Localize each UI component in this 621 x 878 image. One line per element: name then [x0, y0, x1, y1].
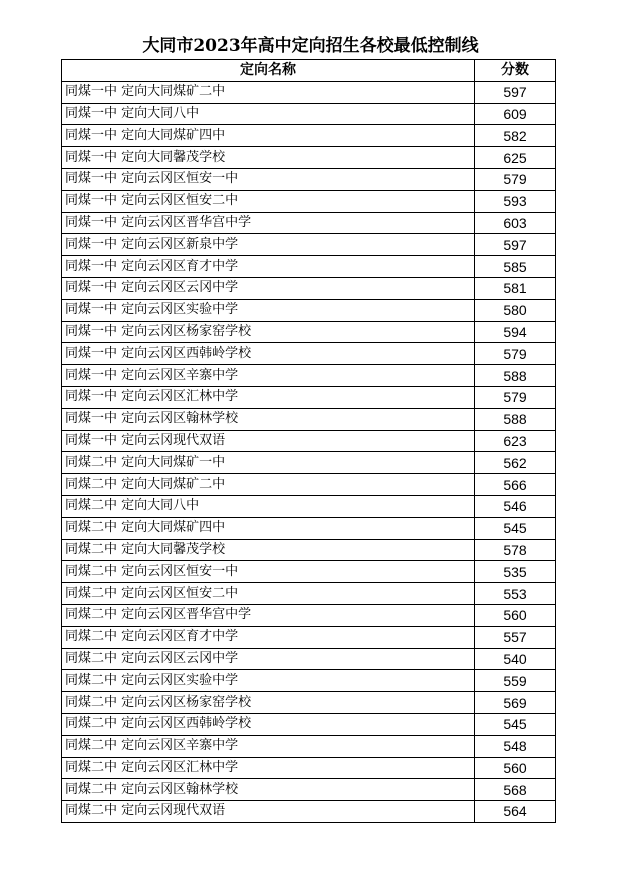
- table-row: [62, 125, 556, 147]
- table-row: [62, 626, 556, 648]
- score-cell: 579: [475, 343, 556, 365]
- table-row: [62, 277, 556, 299]
- school-name-cell: 同煤二中 定向云冈区辛寨中学: [62, 735, 475, 757]
- table-row: [62, 517, 556, 539]
- table-row: [62, 735, 556, 757]
- school-name-cell: 同煤一中 定向云冈区辛寨中学: [62, 365, 475, 387]
- school-name-cell: 同煤一中 定向云冈区云冈中学: [62, 277, 475, 299]
- school-name-cell: 同煤一中 定向云冈区实验中学: [62, 299, 475, 321]
- table-row: [62, 604, 556, 626]
- score-cell: 568: [475, 779, 556, 801]
- table-row: [62, 474, 556, 496]
- school-name-cell: 同煤二中 定向云冈区育才中学: [62, 626, 475, 648]
- column-header-score: 分数: [475, 60, 556, 82]
- table-row: [62, 561, 556, 583]
- school-name-cell: 同煤二中 定向云冈区翰林学校: [62, 779, 475, 801]
- score-cell: 545: [475, 517, 556, 539]
- table-row: [62, 234, 556, 256]
- score-cell: 597: [475, 234, 556, 256]
- table-row: [62, 147, 556, 169]
- school-name-cell: 同煤二中 定向云冈区晋华宫中学: [62, 604, 475, 626]
- school-name-cell: 同煤一中 定向云冈区晋华宫中学: [62, 212, 475, 234]
- school-name-cell: 同煤二中 定向云冈区汇林中学: [62, 757, 475, 779]
- school-name-cell: 同煤一中 定向大同煤矿四中: [62, 125, 475, 147]
- score-cell: 540: [475, 648, 556, 670]
- table-header-row: [62, 60, 556, 82]
- table-row: [62, 801, 556, 823]
- table-body: [62, 81, 556, 822]
- table-row: [62, 321, 556, 343]
- table-row: [62, 81, 556, 103]
- score-cell: 623: [475, 430, 556, 452]
- table-row: [62, 670, 556, 692]
- school-name-cell: 同煤二中 定向大同八中: [62, 495, 475, 517]
- school-name-cell: 同煤一中 定向大同馨茂学校: [62, 147, 475, 169]
- score-cell: 585: [475, 256, 556, 278]
- table-row: [62, 212, 556, 234]
- table-row: [62, 343, 556, 365]
- school-name-cell: 同煤二中 定向云冈区杨家窑学校: [62, 692, 475, 714]
- score-cell: 569: [475, 692, 556, 714]
- table-row: [62, 299, 556, 321]
- score-cell: 560: [475, 757, 556, 779]
- school-name-cell: 同煤一中 定向大同煤矿二中: [62, 81, 475, 103]
- table-row: [62, 757, 556, 779]
- score-cell: 579: [475, 168, 556, 190]
- table-row: [62, 452, 556, 474]
- school-name-cell: 同煤一中 定向大同八中: [62, 103, 475, 125]
- school-name-cell: 同煤二中 定向大同煤矿四中: [62, 517, 475, 539]
- score-cell: 582: [475, 125, 556, 147]
- table-row: [62, 583, 556, 605]
- table-row: [62, 256, 556, 278]
- score-cell: 564: [475, 801, 556, 823]
- score-cell: 546: [475, 495, 556, 517]
- score-cell: 581: [475, 277, 556, 299]
- table-row: [62, 430, 556, 452]
- school-name-cell: 同煤一中 定向云冈区翰林学校: [62, 408, 475, 430]
- school-name-cell: 同煤二中 定向大同煤矿二中: [62, 474, 475, 496]
- school-name-cell: 同煤一中 定向云冈区恒安一中: [62, 168, 475, 190]
- school-name-cell: 同煤一中 定向云冈现代双语: [62, 430, 475, 452]
- table-row: [62, 539, 556, 561]
- school-name-cell: 同煤二中 定向云冈区恒安一中: [62, 561, 475, 583]
- table-row: [62, 692, 556, 714]
- score-cell: 597: [475, 81, 556, 103]
- score-cell: 625: [475, 147, 556, 169]
- score-cell: 578: [475, 539, 556, 561]
- school-name-cell: 同煤一中 定向云冈区西韩岭学校: [62, 343, 475, 365]
- table-row: [62, 779, 556, 801]
- score-cell: 566: [475, 474, 556, 496]
- school-name-cell: 同煤一中 定向云冈区汇林中学: [62, 386, 475, 408]
- school-name-cell: 同煤二中 定向云冈区实验中学: [62, 670, 475, 692]
- table-row: [62, 190, 556, 212]
- school-name-cell: 同煤一中 定向云冈区恒安二中: [62, 190, 475, 212]
- document-title: 大同市2023年高中定向招生各校最低控制线: [142, 36, 479, 56]
- table-row: [62, 386, 556, 408]
- table-row: [62, 495, 556, 517]
- table-row: [62, 168, 556, 190]
- score-cell: 603: [475, 212, 556, 234]
- score-cell: 548: [475, 735, 556, 757]
- column-header-name: 定向名称: [62, 60, 475, 82]
- score-cell: 559: [475, 670, 556, 692]
- score-cell: 593: [475, 190, 556, 212]
- table-row: [62, 103, 556, 125]
- school-name-cell: 同煤二中 定向云冈现代双语: [62, 801, 475, 823]
- school-name-cell: 同煤二中 定向云冈区西韩岭学校: [62, 713, 475, 735]
- score-cell: 560: [475, 604, 556, 626]
- score-cell: 588: [475, 408, 556, 430]
- school-name-cell: 同煤一中 定向云冈区杨家窑学校: [62, 321, 475, 343]
- score-cell: 545: [475, 713, 556, 735]
- school-name-cell: 同煤一中 定向云冈区育才中学: [62, 256, 475, 278]
- school-name-cell: 同煤二中 定向云冈区恒安二中: [62, 583, 475, 605]
- table-row: [62, 713, 556, 735]
- score-cell: 535: [475, 561, 556, 583]
- score-cell: 609: [475, 103, 556, 125]
- table-row: [62, 365, 556, 387]
- school-name-cell: 同煤一中 定向云冈区新泉中学: [62, 234, 475, 256]
- score-table: [61, 59, 556, 823]
- score-cell: 588: [475, 365, 556, 387]
- score-cell: 562: [475, 452, 556, 474]
- score-cell: 557: [475, 626, 556, 648]
- school-name-cell: 同煤二中 定向云冈区云冈中学: [62, 648, 475, 670]
- school-name-cell: 同煤二中 定向大同馨茂学校: [62, 539, 475, 561]
- table-row: [62, 408, 556, 430]
- score-cell: 579: [475, 386, 556, 408]
- score-cell: 553: [475, 583, 556, 605]
- score-cell: 580: [475, 299, 556, 321]
- score-cell: 594: [475, 321, 556, 343]
- school-name-cell: 同煤二中 定向大同煤矿一中: [62, 452, 475, 474]
- table-row: [62, 648, 556, 670]
